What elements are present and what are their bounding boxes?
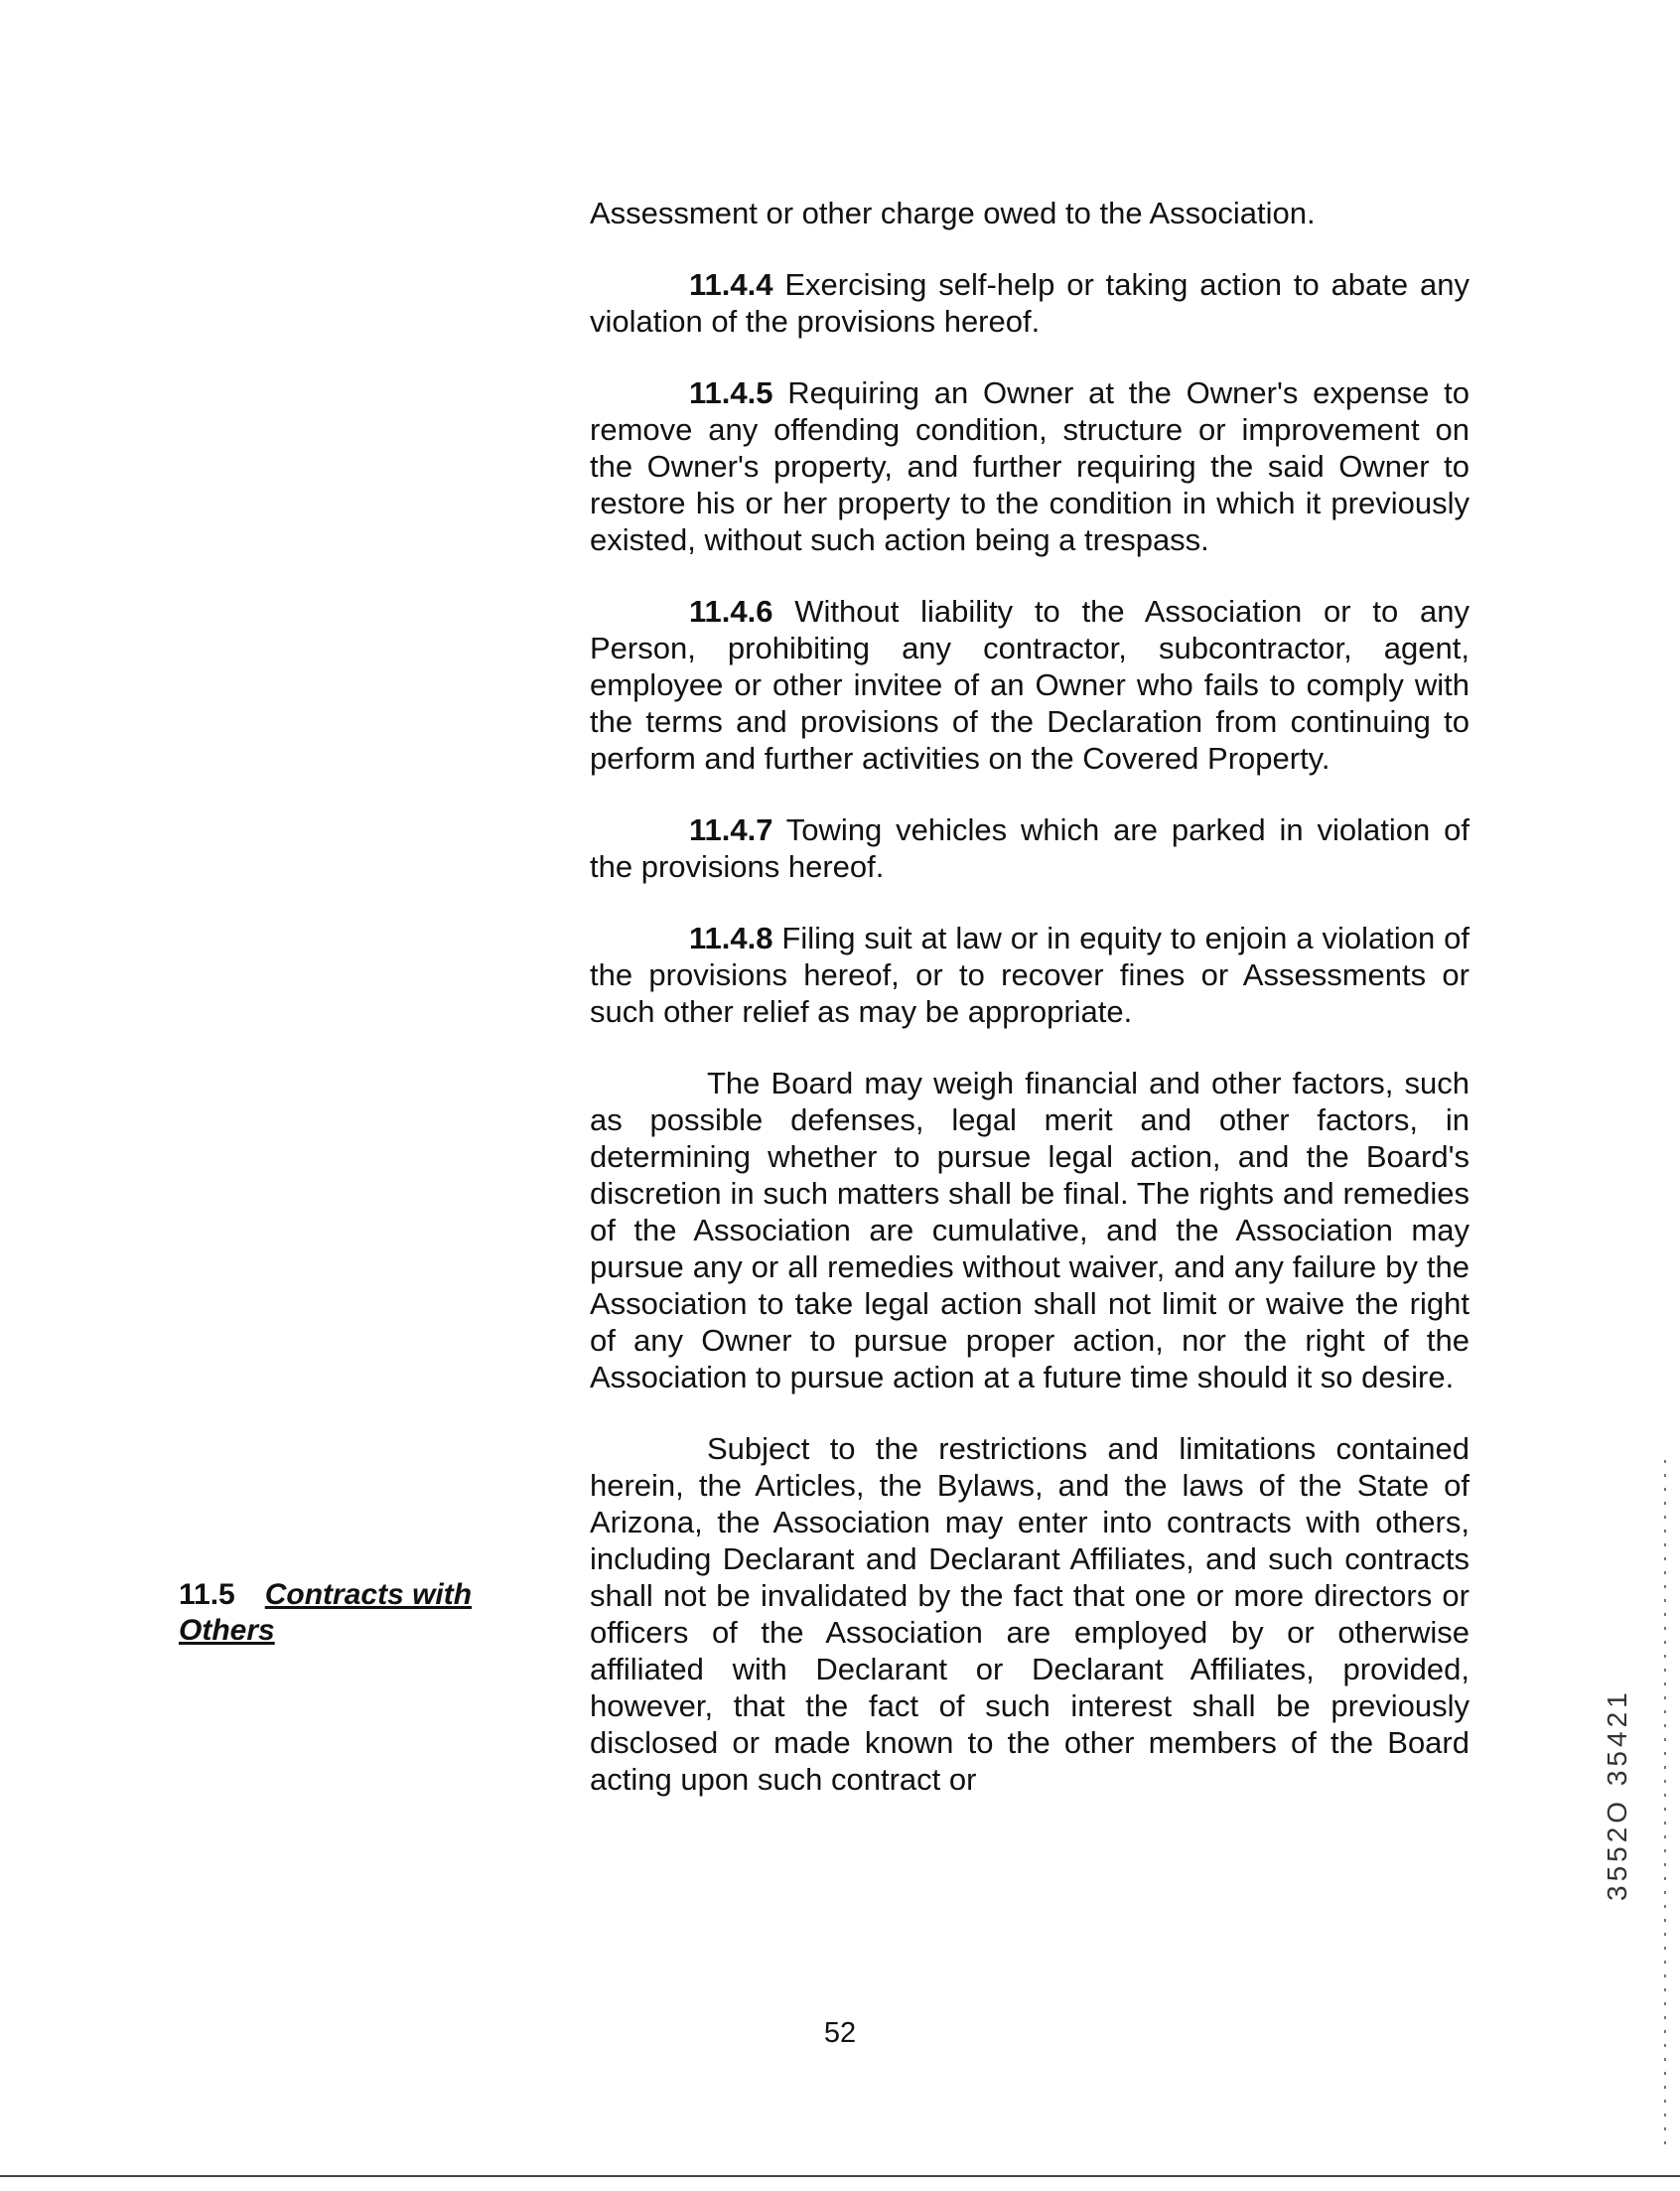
section-number: 11.4.4 xyxy=(689,267,773,302)
paragraph-11-4-4 xyxy=(590,266,1470,340)
paragraph-text: Exercising self-help or taking action to abate any violation of the provisions hereof. xyxy=(590,267,1470,339)
paragraph-text: Requiring an Owner at the Owner's expense to remove any offending condition, structure or improvement on the Owner's property, and further requiring the said Owner to restore his or her property to the condition in which it previously existed, without such action being a trespass. xyxy=(590,375,1470,557)
paragraph-continuation: Assessment or other charge owed to the Association. xyxy=(590,196,1316,230)
paragraph-11-4-7 xyxy=(590,811,1470,885)
paragraph-11-4-8 xyxy=(590,920,1470,1030)
section-heading-11-5 xyxy=(179,1577,536,1649)
section-number: 11.4.7 xyxy=(689,812,773,847)
section-number: 11.4.5 xyxy=(689,375,773,410)
paragraph-11-4-6 xyxy=(590,593,1470,777)
section-heading-title: Contracts with Others xyxy=(179,1578,473,1647)
recording-stamp-text: 3552O 35421 xyxy=(1602,1688,1632,1901)
section-number: 11.4.8 xyxy=(689,921,773,955)
paragraph-board-discretion: The Board may weigh financial and other factors, such as possible defenses, legal merit and other factors, in determining whether to pursue legal action, and the Board's discretion in such matters shall be final. The rights and remedies of the Association are cumulative, and the Association may pursue any or all remedies without waiver, and any failure by the Association to take legal action shall not limit or waive the right of any Owner to pursue proper action, nor the right of the Association to pursue action at a future time should it so desire. xyxy=(590,1066,1470,1394)
paragraph-text: Without liability to the Association or to any Person, prohibiting any contractor, subcontractor, agent, employee or other invitee of an Owner who fails to comply with the terms and provisions of the Declaration from continuing to perform and further activities on the Covered Property. xyxy=(590,594,1470,776)
main-text-column xyxy=(590,195,1470,1798)
section-heading-number: 11.5 xyxy=(179,1578,235,1611)
recording-stamp xyxy=(1595,1573,1640,1901)
page-number: 52 xyxy=(823,2017,857,2049)
section-number: 11.4.6 xyxy=(689,594,773,629)
paragraph-11-4-5 xyxy=(590,374,1470,558)
paragraph-text: Filing suit at law or in equity to enjoin a violation of the provisions hereof, or to recover fines or Assessments or such other relief as may be appropriate. xyxy=(590,921,1470,1029)
scan-bottom-edge xyxy=(0,2175,1680,2177)
scan-edge-marks xyxy=(1664,1460,1666,2155)
paragraph-text: Towing vehicles which are parked in violation of the provisions hereof. xyxy=(590,812,1470,884)
paragraph-contracts-with-others: Subject to the restrictions and limitations contained herein, the Articles, the Bylaws, and the laws of the State of Arizona, the Association may enter into contracts with others, including Declarant and Declarant Affiliates, and such contracts shall not be invalidated by the fact that one or more directors or officers of the Association are employed by or otherwise affiliated with Declarant or Declarant Affiliates, provided, however, that the fact of such interest shall be previously disclosed or made known to the other members of the Board acting upon such contract or xyxy=(590,1431,1470,1797)
